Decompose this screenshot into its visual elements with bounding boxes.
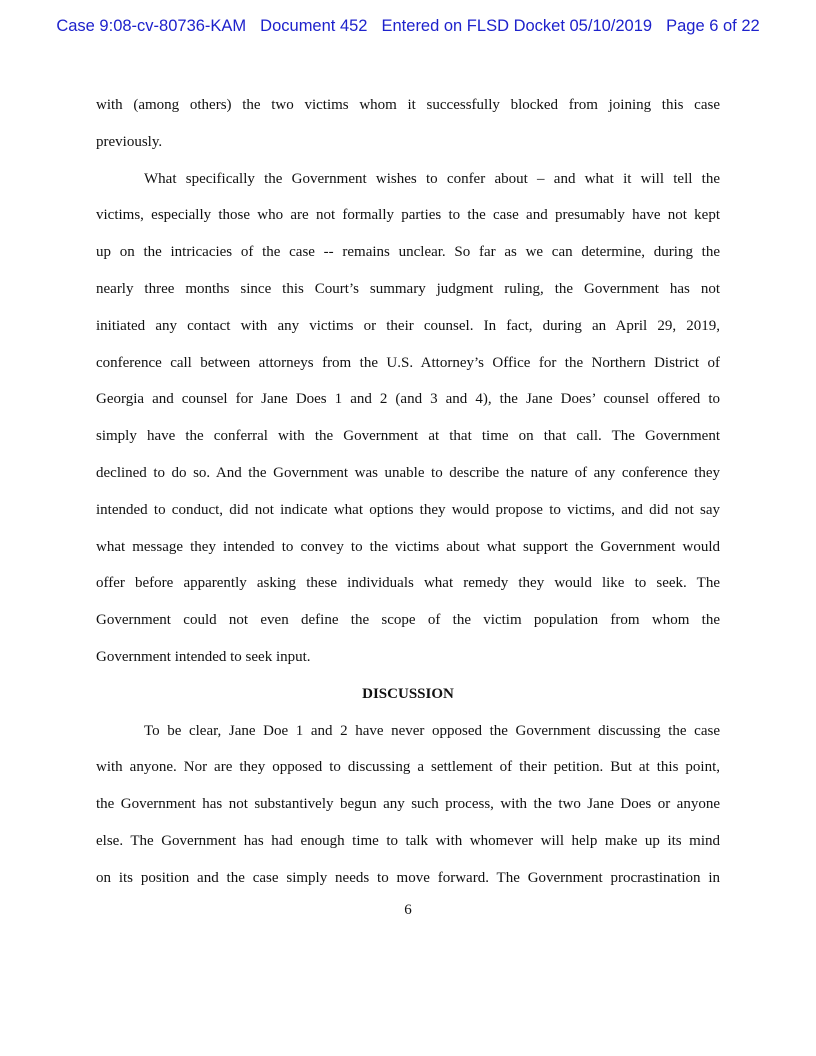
text-line: What specifically the Government wishes to confer about – and what it will tell the [144, 170, 720, 187]
text-line: the Government has not substantively begun any such process, with the two Jane Does or anyone [96, 796, 720, 813]
text-line: previously. [96, 133, 163, 150]
document-body [96, 87, 720, 897]
text-line: declined to do so. And the Government was unable to describe the nature of any conference they [96, 464, 720, 481]
text-line: up on the intricacies of the case -- remains unclear. So far as we can determine, during the [96, 244, 720, 261]
text-line: Government could not even define the scope of the victim population from whom the [96, 612, 720, 629]
section-heading: DISCUSSION [362, 685, 454, 702]
text-line: To be clear, Jane Doe 1 and 2 have never opposed the Government discussing the case [144, 722, 720, 739]
text-line: Georgia and counsel for Jane Does 1 and 2 (and 3 and 4), the Jane Does’ counsel offered to [96, 391, 720, 408]
text-line: victims, especially those who are not formally parties to the case and presumably have not kept [96, 207, 720, 224]
docket-entry: Entered on FLSD Docket 05/10/2019 [381, 17, 653, 35]
case-number: Case 9:08-cv-80736-KAM [56, 17, 247, 35]
text-line: conference call between attorneys from the U.S. Attorney’s Office for the Northern District of [96, 354, 720, 371]
text-line: on its position and the case simply needs to move forward. The Government procrastination in [96, 869, 720, 886]
text-line: else. The Government has had enough time to talk with whomever will help make up its mind [96, 832, 720, 849]
text-line: Government intended to seek input. [96, 648, 311, 665]
text-line: initiated any contact with any victims or their counsel. In fact, during an April 29, 2019, [96, 317, 720, 334]
text-line: with (among others) the two victims whom it successfully blocked from joining this case [96, 97, 720, 113]
page-number: 6 [404, 902, 412, 918]
text-line: what message they intended to convey to the victims about what support the Government would [96, 538, 720, 555]
text-line: nearly three months since this Court’s summary judgment ruling, the Government has not [96, 280, 720, 297]
document-number: Document 452 [260, 17, 368, 35]
text-line: intended to conduct, did not indicate what options they would propose to victims, and did not say [96, 501, 720, 518]
text-line: simply have the conferral with the Government at that time on that call. The Government [96, 428, 720, 445]
page-indicator: Page 6 of 22 [666, 17, 760, 35]
text-line: with anyone. Nor are they opposed to discussing a settlement of their petition. But at this point, [96, 759, 720, 776]
text-line: offer before apparently asking these individuals what remedy they would like to seek. The [96, 575, 720, 592]
docket-header [0, 17, 816, 36]
